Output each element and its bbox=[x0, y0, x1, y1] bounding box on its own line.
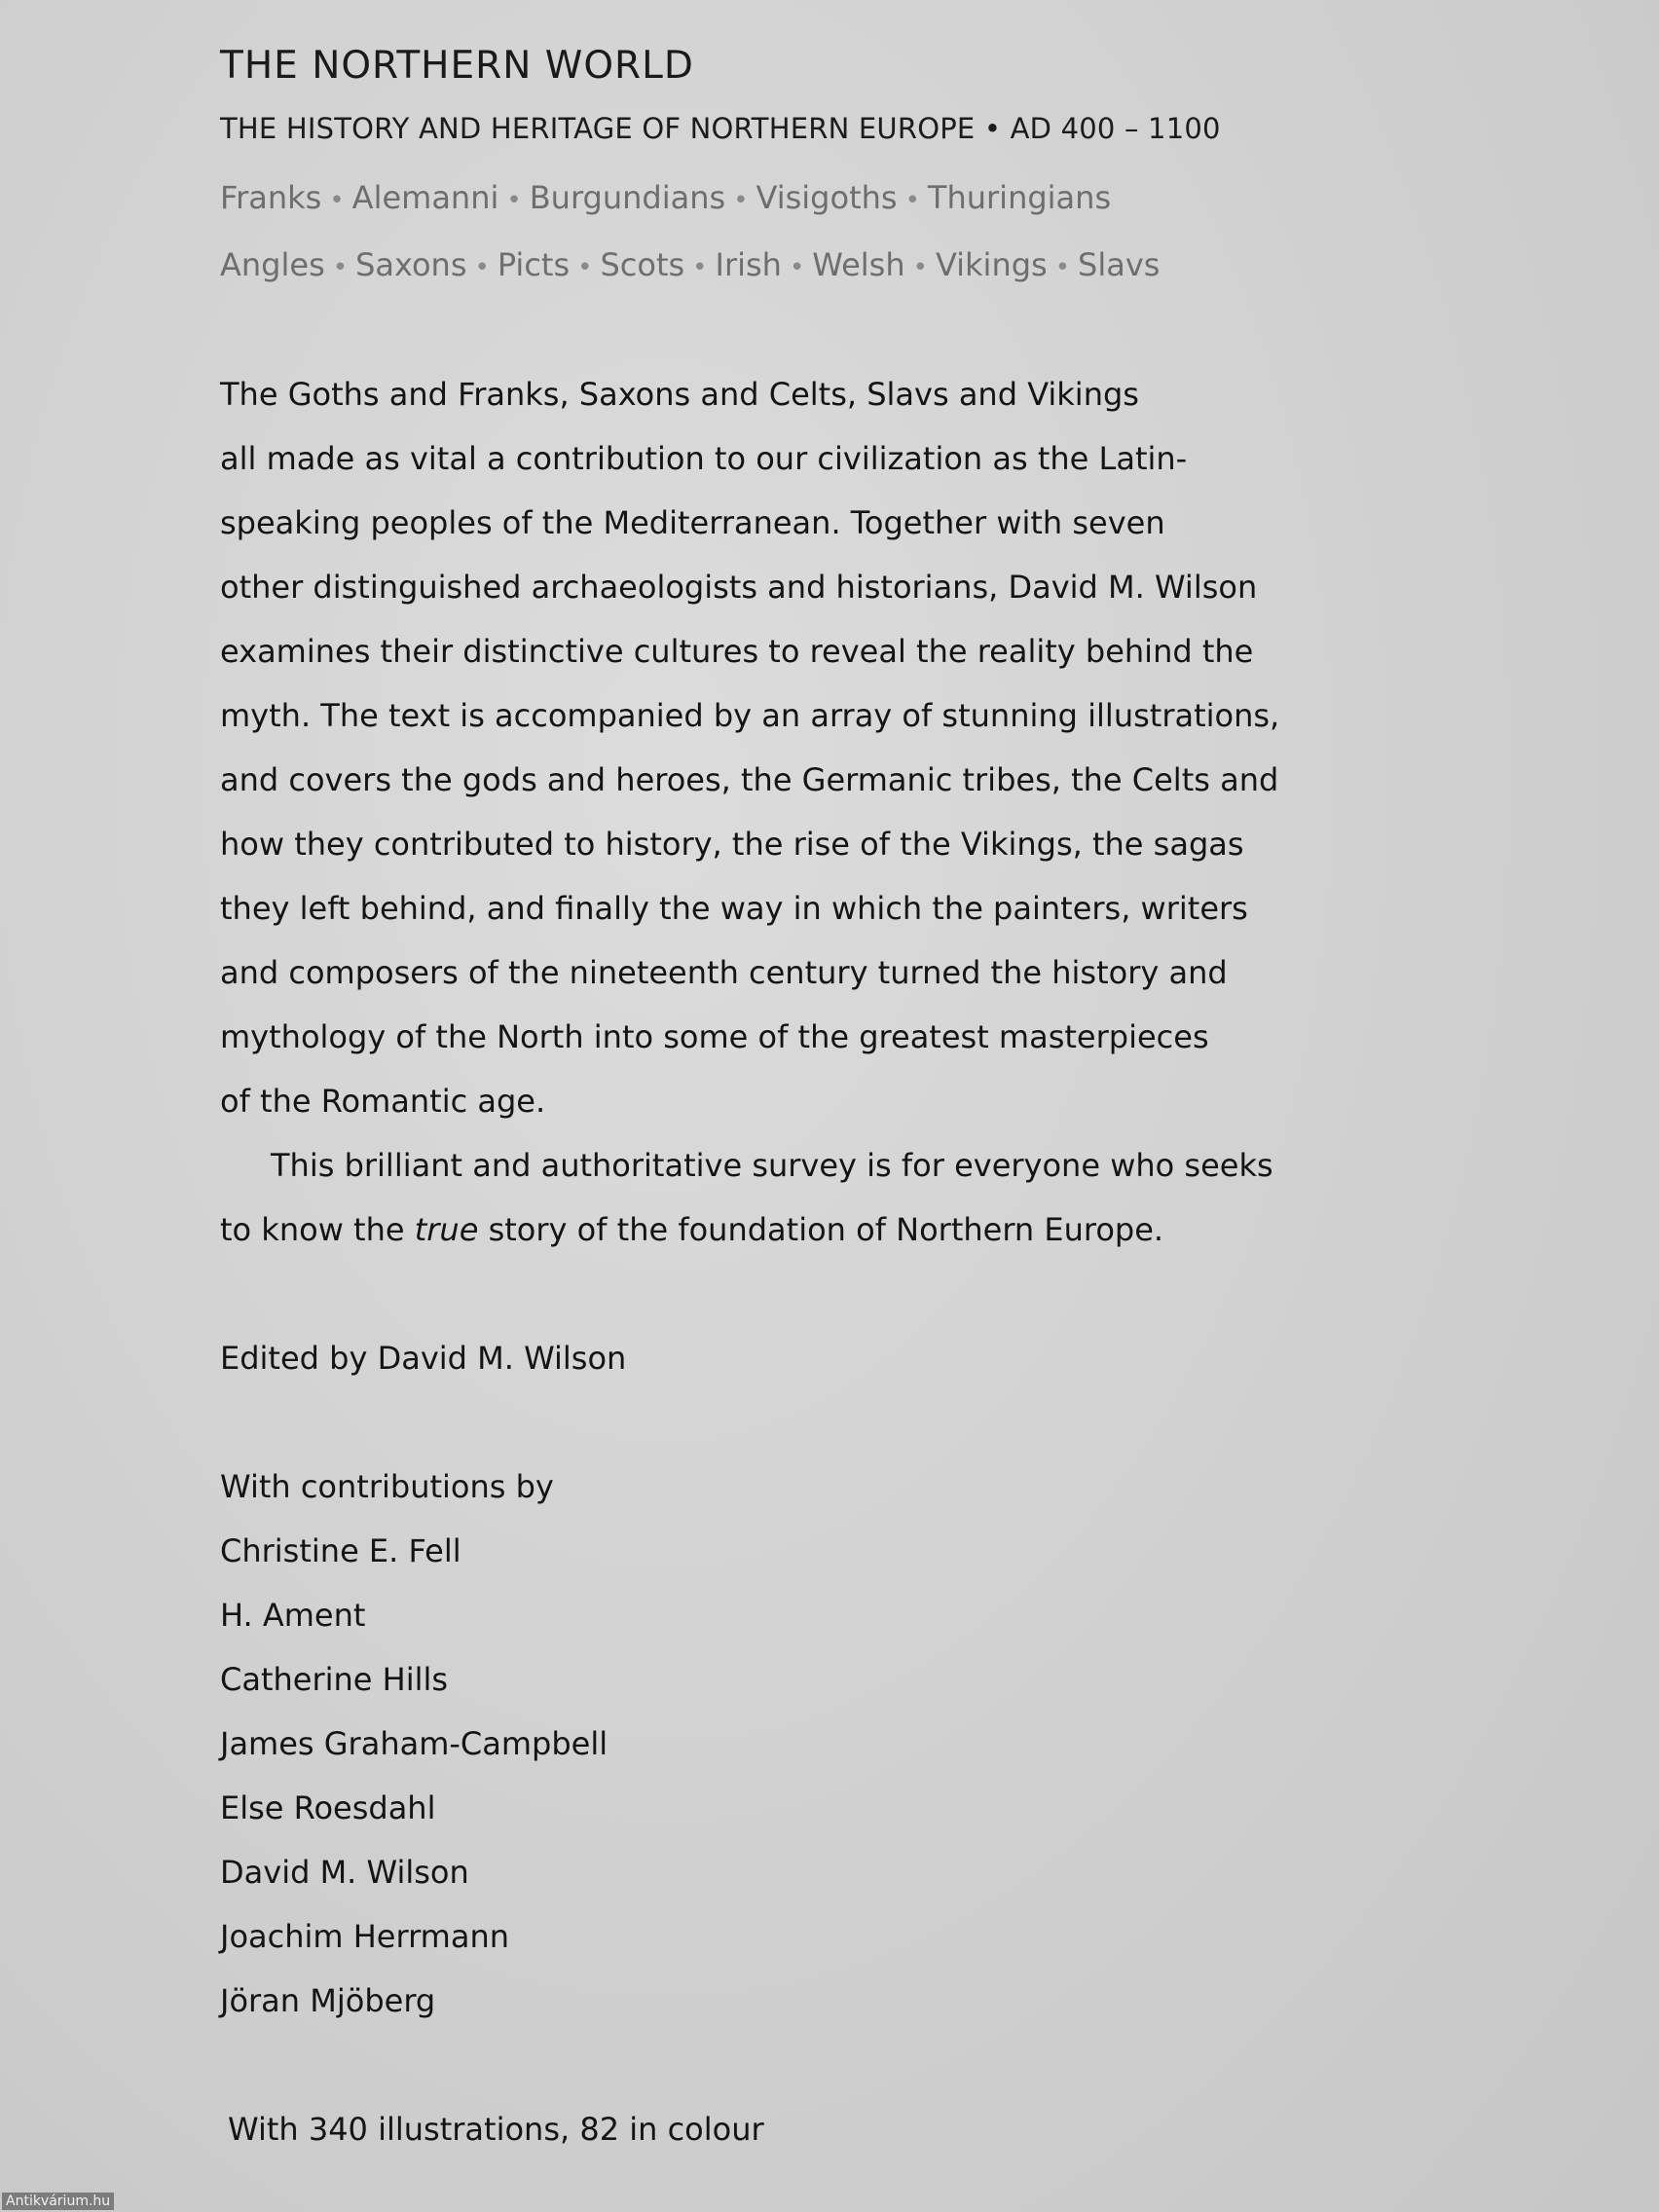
editor-credit: Edited by David M. Wilson bbox=[220, 1340, 627, 1377]
blurb-emphasis: true bbox=[414, 1211, 479, 1248]
peoples-line-1 bbox=[220, 166, 1310, 233]
contributor-name: James Graham-Campbell bbox=[220, 1725, 608, 1762]
blurb-text: to know the bbox=[220, 1211, 415, 1248]
blurb-line bbox=[220, 1198, 1310, 1262]
people-item: Thuringians bbox=[927, 179, 1112, 216]
contributor-name: Catherine Hills bbox=[220, 1661, 449, 1698]
book-title: THE NORTHERN WORLD bbox=[220, 44, 694, 88]
peoples-list bbox=[220, 166, 1310, 300]
people-item: Alemanni bbox=[351, 179, 499, 216]
blurb-line: all made as vital a contribution to our civilization as the Latin- bbox=[220, 440, 1188, 477]
bullet-separator: • bbox=[912, 253, 928, 282]
contributor-name: Christine E. Fell bbox=[220, 1532, 461, 1569]
bullet-separator: • bbox=[577, 253, 593, 282]
people-item: Irish bbox=[715, 246, 782, 283]
contributors bbox=[220, 1455, 1310, 2033]
bullet-separator: • bbox=[474, 253, 490, 282]
peoples-line-2 bbox=[220, 233, 1310, 300]
blurb-line: they left behind, and finally the way in which the painters, writers bbox=[220, 890, 1248, 927]
blurb-line: and composers of the nineteenth century turned the history and bbox=[220, 954, 1228, 991]
bullet-separator: • bbox=[692, 253, 708, 282]
bullet-separator: • bbox=[329, 186, 345, 215]
contributor-name: H. Ament bbox=[220, 1597, 366, 1634]
bullet-separator: • bbox=[1054, 253, 1071, 282]
blurb-line: mythology of the North into some of the greatest masterpieces bbox=[220, 1018, 1209, 1055]
contributors-heading: With contributions by bbox=[220, 1468, 554, 1505]
bullet-separator: • bbox=[733, 186, 749, 215]
blurb-line: myth. The text is accompanied by an array of stunning illustrations, bbox=[220, 697, 1280, 734]
people-item: Angles bbox=[220, 246, 325, 283]
people-item: Welsh bbox=[812, 246, 905, 283]
bullet-separator: • bbox=[506, 186, 522, 215]
blurb-line: examines their distinctive cultures to reveal the reality behind the bbox=[220, 633, 1254, 670]
blurb-line: and covers the gods and heroes, the Germanic tribes, the Celts and bbox=[220, 761, 1279, 798]
people-item: Visigoths bbox=[756, 179, 898, 216]
blurb-line: This brilliant and authoritative survey is for everyone who seeks bbox=[271, 1147, 1273, 1184]
watermark: Antikvárium.hu bbox=[2, 2193, 114, 2210]
people-item: Slavs bbox=[1078, 246, 1161, 283]
people-item: Scots bbox=[600, 246, 685, 283]
people-item: Burgundians bbox=[529, 179, 726, 216]
people-item: Vikings bbox=[935, 246, 1048, 283]
contributor-name: Joachim Herrmann bbox=[220, 1918, 510, 1955]
contributor-name: Else Roesdahl bbox=[220, 1789, 436, 1826]
people-item: Franks bbox=[220, 179, 322, 216]
contributors-list bbox=[220, 1519, 1310, 2033]
blurb-line: how they contributed to history, the rise of the Vikings, the sagas bbox=[220, 826, 1244, 863]
bullet-separator: • bbox=[332, 253, 349, 282]
blurb bbox=[220, 362, 1310, 1262]
blurb-text: story of the foundation of Northern Europe. bbox=[478, 1211, 1164, 1248]
people-item: Saxons bbox=[355, 246, 467, 283]
contributor-name: David M. Wilson bbox=[220, 1854, 469, 1891]
back-cover-text bbox=[220, 39, 1310, 2161]
bullet-separator: • bbox=[789, 253, 805, 282]
bullet-separator: • bbox=[904, 186, 920, 215]
blurb-line: of the Romantic age. bbox=[220, 1083, 546, 1120]
blurb-line: The Goths and Franks, Saxons and Celts, Slavs and Vikings bbox=[220, 376, 1139, 413]
people-item: Picts bbox=[497, 246, 571, 283]
contributor-name: Jöran Mjöberg bbox=[220, 1982, 436, 2019]
blurb-line: other distinguished archaeologists and historians, David M. Wilson bbox=[220, 569, 1258, 606]
illustrations-note: With 340 illustrations, 82 in colour bbox=[228, 2111, 764, 2148]
blurb-line: speaking peoples of the Mediterranean. Together with seven bbox=[220, 504, 1165, 541]
book-subtitle: THE HISTORY AND HERITAGE OF NORTHERN EUROPE • AD 400 – 1100 bbox=[220, 112, 1221, 145]
